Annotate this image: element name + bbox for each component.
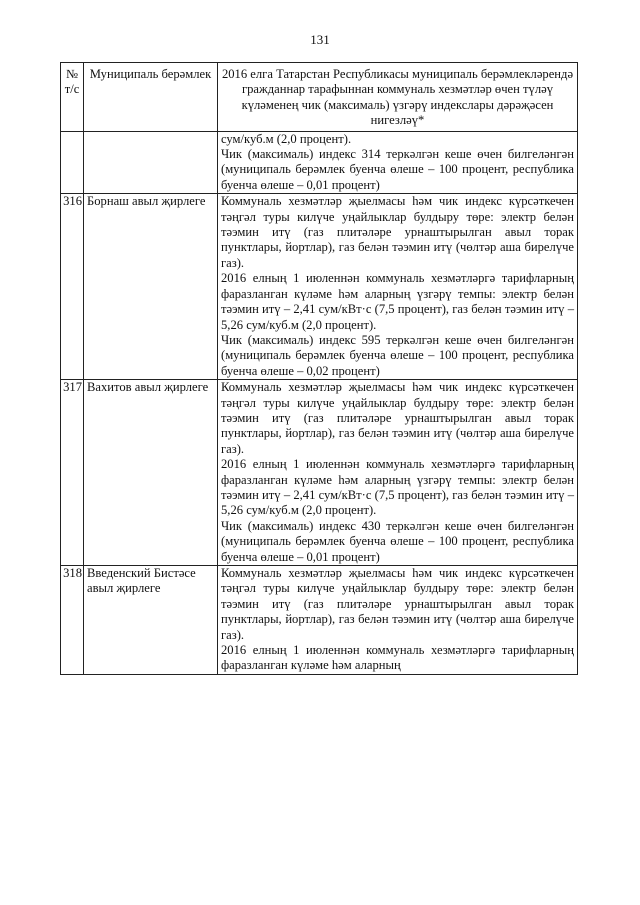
paragraph: 2016 елның 1 июленнән коммуналь хезмәтләргә тарифларның фаразланган күләме һәм аларның үзгәрү темпы: электр белән тәэмин итү – 2,41 сум/кВт·с (7,5 процент), газ белән тәэмин итү – 5,26 сум/куб.м (2,0 процент). — [221, 457, 574, 518]
paragraph: 2016 елның 1 июленнән коммуналь хезмәтләргә тарифларның фаразланган күләме һәм аларның үзгәрү темпы: электр белән тәэмин итү – 2,41 сум/кВт·с (7,5 процент), газ белән тәэмин итү – 5,26 сум/куб.м (2,0 процент). — [221, 271, 574, 332]
row-municipality: Борнаш авыл җирлеге — [84, 194, 218, 380]
tariff-index-table — [60, 62, 578, 675]
row-description — [218, 194, 578, 380]
row-number: 318 — [61, 566, 84, 675]
row-municipality: Вахитов авыл җирлеге — [84, 380, 218, 566]
paragraph: 2016 елның 1 июленнән коммуналь хезмәтләргә тарифларның фаразланган күләме һәм аларның — [221, 643, 574, 673]
paragraph: сум/куб.м (2,0 процент). — [221, 131, 352, 146]
row-description — [218, 380, 578, 566]
continuation-text-cell — [218, 131, 578, 194]
page-number: 131 — [310, 32, 330, 47]
header-municipality: Муниципаль берәмлек — [84, 63, 218, 132]
row-municipality: Введенский Бистәсе авыл җирлеге — [84, 566, 218, 675]
paragraph: Чик (максималь) индекс 314 теркәлгән кеше өчен билгеләнгән (муниципаль берәмлек буенча өлеше – 100 процент, республика буенча өлеше – 0,01 процент) — [221, 147, 574, 192]
table-row-continuation — [61, 131, 578, 194]
header-number: № т/с — [61, 63, 84, 132]
paragraph: Коммуналь хезмәтләр җыелмасы һәм чик индекс күрсәткечен тәңгәл туры килүче уңайлыклар булдыру төре: электр белән тәэмин итү (газ плитәләре урнаштырылган авыл торак пунктлары, йортлар), газ белән тәэмин итү (чөлтәр аша бирелүче газ). — [221, 380, 574, 456]
row-description — [218, 566, 578, 675]
paragraph: Чик (максималь) индекс 595 теркәлгән кеше өчен билгеләнгән (муниципаль берәмлек буенча өлеше – 100 процент, республика буенча өлеше – 0,02 процент) — [221, 332, 574, 378]
row-number: 317 — [61, 380, 84, 566]
continuation-num-cell — [61, 131, 84, 194]
table-row — [61, 566, 578, 675]
paragraph: Коммуналь хезмәтләр җыелмасы һәм чик индекс күрсәткечен тәңгәл туры килүче уңайлыклар булдыру төре: электр белән тәэмин итү (газ плитәләре урнаштырылган авыл торак пунктлары, йортлар), газ белән тәэмин итү (чөлтәр аша бирелүче газ). — [221, 194, 574, 270]
header-description: 2016 елга Татарстан Республикасы муниципаль берәмлекләрендә гражданнар тарафыннан коммуналь хезмәтләр өчен түләү күләменең чик (максималь) үзгәрү индекслары дәрәҗәсен нигезләү* — [218, 63, 578, 132]
table-row — [61, 194, 578, 380]
continuation-municipality-cell — [84, 131, 218, 194]
table-row — [61, 380, 578, 566]
table-header-row — [61, 63, 578, 132]
paragraph: Коммуналь хезмәтләр җыелмасы һәм чик индекс күрсәткечен тәңгәл туры килүче уңайлыклар булдыру төре: электр белән тәэмин итү (газ плитәләре урнаштырылган авыл торак пунктлары, йортлар), газ белән тәэмин итү (чөлтәр аша бирелүче газ). — [221, 566, 574, 642]
row-number: 316 — [61, 194, 84, 380]
paragraph: Чик (максималь) индекс 430 теркәлгән кеше өчен билгеләнгән (муниципаль берәмлек буенча өлеше – 100 процент, республика буенча өлеше – 0,01 процент) — [221, 518, 574, 564]
